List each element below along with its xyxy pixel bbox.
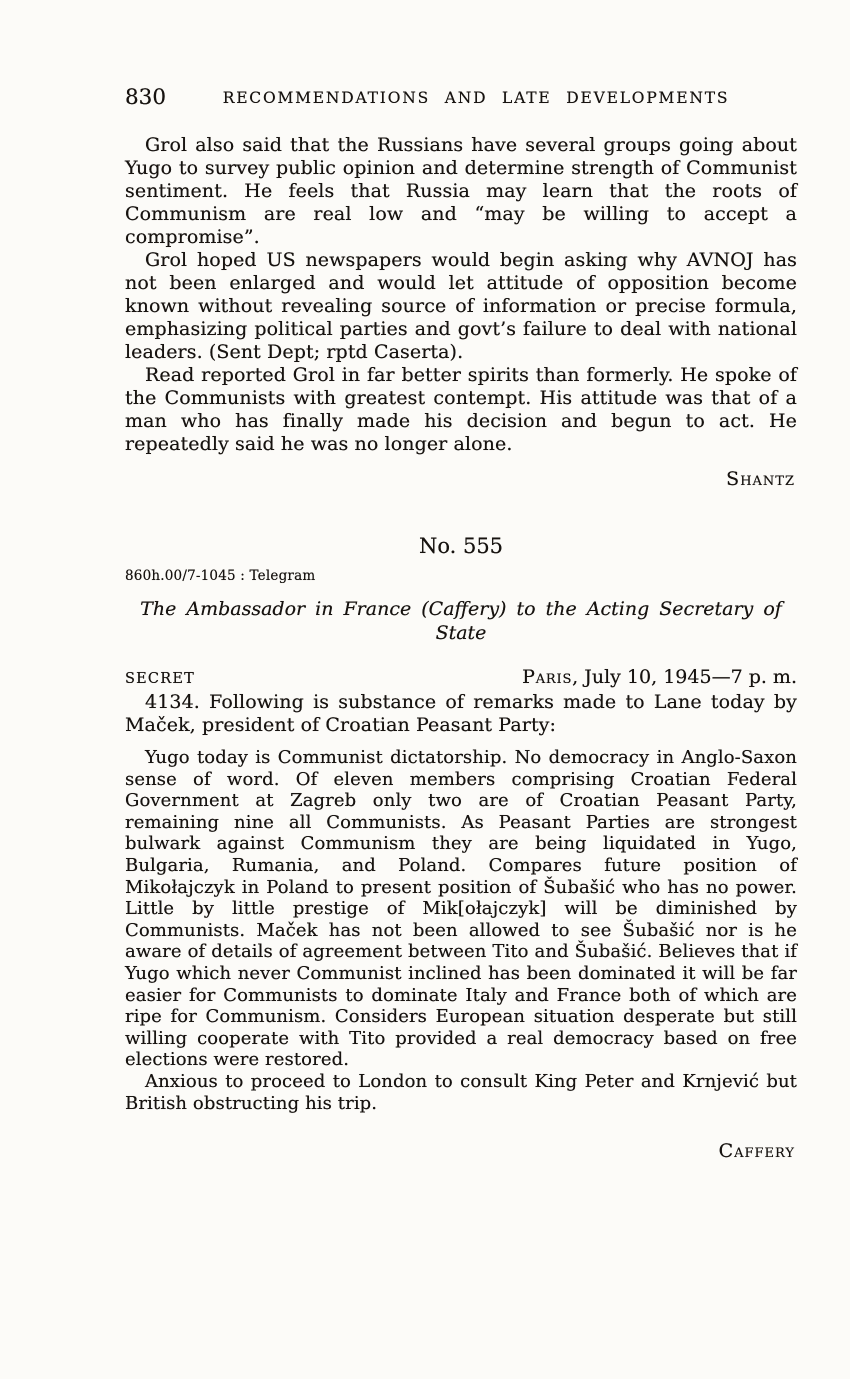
paragraph: Grol hoped US newspapers would begin asking why AVNOJ has not been enlarged and would let attitude of opposition become known without revealing source of information or precise formula, emphasizing political parties and govt’s failure to deal with national leaders. (Sent Dept; rptd Caserta). <box>125 249 797 363</box>
paragraph: Grol also said that the Russians have several groups going about Yugo to survey public opinion and determine strength of Communist sentiment. He feels that Russia may learn that the roots of Communism are real low and “may be willing to accept a compromise”. <box>125 134 797 248</box>
paragraph: Anxious to proceed to London to consult King Peter and Krnjević but British obstructing his trip. <box>125 1070 797 1114</box>
running-header <box>125 86 797 110</box>
paragraph: Read reported Grol in far better spirits than formerly. He spoke of the Communists with greatest contempt. His attitude was that of a man who has finally made his decision and begun to act. He repeatedly said he was no longer alone. <box>125 364 797 455</box>
document-title: The Ambassador in France (Caffery) to the Acting Secretary of State <box>140 598 782 644</box>
running-head-title: RECOMMENDATIONS AND LATE DEVELOPMENTS <box>222 89 730 107</box>
dateline-datetime: , July 10, 1945—7 p. m. <box>572 666 797 688</box>
opening-paragraph: 4134. Following is substance of remarks made to Lane today by Maček, president of Croatian Peasant Party: <box>125 691 797 736</box>
dateline-place: Paris <box>522 666 573 688</box>
page-number: 830 <box>125 85 167 110</box>
dateline <box>522 665 797 689</box>
quoted-remarks <box>125 747 797 1114</box>
source-reference: 860h.00/7-1045 : Telegram <box>125 568 316 584</box>
document-number-heading: No. 555 <box>418 534 504 558</box>
paragraph: Yugo today is Communist dictatorship. No democracy in Anglo-Saxon sense of word. Of eleven members comprising Croatian Federal Government at Zagreb only two are of Croatian Peasant Party, remaining nine all Communists. As Peasant Parties are strongest bulwark against Communism they are being liquidated in Yugo, Bulgaria, Rumania, and Poland. Compares future position of Mikołajczyk in Poland to present position of Šubašić who has no power. Little by little prestige of Mik[ołajczyk] will be diminished by Communists. Maček has not been allowed to see Šubašić nor is he aware of details of agreement between Tito and Šubašić. Believes that if Yugo which never Communist inclined has been dominated it will be far easier for Communists to dominate Italy and France both of which are ripe for Communism. Considers European situation desperate but still willing cooperate with Tito provided a real democracy based on free elections were restored. <box>125 747 797 1071</box>
previous-document-paragraphs <box>125 134 797 456</box>
signature-shantz: Shantz <box>726 468 795 490</box>
document-555 <box>125 533 797 1163</box>
dateline-row <box>125 665 797 691</box>
signature-caffery: Caffery <box>718 1140 795 1163</box>
previous-document-continuation <box>125 134 797 491</box>
classification-label: SECRET <box>125 671 195 687</box>
